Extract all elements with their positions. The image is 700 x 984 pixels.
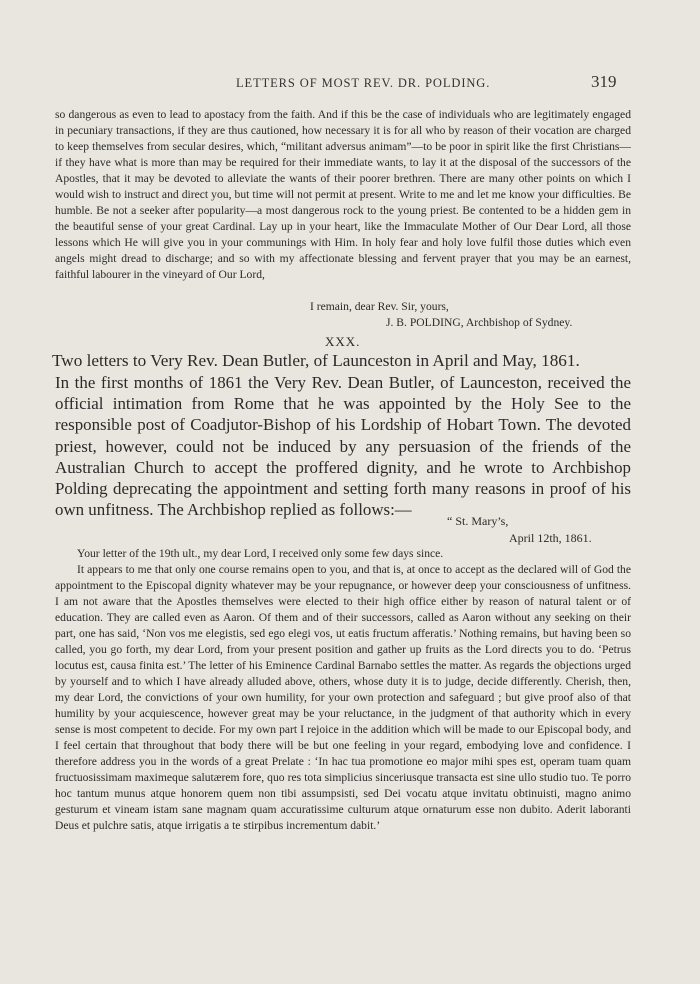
letter-paragraph: It appears to me that only one course remains open to you, and that is, at once to accept as the declared will of God the appointment to the Episcopal dignity whatever may be your repugnance, or however deep your consciousness of unfitness. I am not aware that the Apostles themselves were elected to their high office either by reason of natural talent or of education. They are called even as Aaron. Of them and of their successors, called as Aaron without any seeking on their part, one has said, ‘Non vos me elegistis, sed ego elegi vos, ut eatis fructum afferatis.’ Nothing remains, but having been so called, you go forth, my dear Lord, from your present position and gather up fruits as the Lord directs you to do. ‘Petrus locutus est, causa finita est.’ The letter of his Eminence Cardinal Barnabo settles the matter. As regards the objections urged by yourself and to which I have already alluded above, others, whose duty it is to judge, decide differently. Cherish, then, my dear Lord, the convictions of your own humility, for your own protection and safeguard ; but give proof also of that humility by your acquiescence, however great may be your reluctance, in the judgment of that authority which in every sense is most competent to decide. For my own part I rejoice in the addition which will be made to our Episcopal body, and I feel certain that throughout that body there will be but one feeling in your regard, embodying love and confidence. I therefore address you in the words of a great Prelate : ‘In hac tua promotione eo major mihi spes est, operam tuam quam fructuosissimam maximeque salutærem fore, quo res tota simplicius sinceriusque transacta est sine ullo studio tuo. Te porro hoc tantum munus atque honorem quem non tibi assumpsisti, sed Dei vocatu atque invitatu obtinuisti, magno animo gesturum et vineam istam sane magnam quam accuratissime culturum atque ornaturum esse non dubito. Aderit laboranti Deus et pulchre satis, atque irrigatis a te stirpibus incrementum dabit.’ <box>55 563 631 833</box>
letter-address: “ St. Mary’s, <box>447 514 509 528</box>
section-intro: In the first months of 1861 the Very Rev. Dean Butler, of Launceston, received the official intimation from Rome that he was appointed by the Holy See to the responsible post of Coadjutor-Bishop of his Lordship of Hobart Town. The devoted priest, however, could not be induced by any persuasion of the friends of the Australian Church to accept the proffered dignity, and he wrote to Archbishop Polding deprecating the appointment and setting forth many reasons in proof of his own unfitness. The Archbishop replied as follows:— <box>55 373 631 520</box>
section-number: XXX. <box>325 334 361 349</box>
running-title: LETTERS OF MOST REV. DR. POLDING. <box>236 76 491 90</box>
running-head <box>0 72 700 94</box>
letter-date: April 12th, 1861. <box>509 531 592 545</box>
section-heading: Two letters to Very Rev. Dean Butler, of Launceston in April and May, 1861. <box>52 351 580 370</box>
letter-closing: I remain, dear Rev. Sir, yours, <box>310 300 449 313</box>
letter-body <box>55 546 631 834</box>
letter-signature: J. B. POLDING, Archbishop of Sydney. <box>386 316 573 329</box>
continuation-paragraph: so dangerous as even to lead to apostacy from the faith. And if this be the case of individuals who are legitimately engaged in pecuniary transactions, if they are thus cautioned, how necessary it is for all who by reason of their vocation are charged to keep themselves from secular desires, which, “militant adversus animam”—to be poor in spirit like the first Christians—if they have what is more than may be required for their immediate wants, to lay it at the disposal of the successors of the Apostles, that it may be devoted to alleviate the wants of their poorer brethren. There are many other points on which I would wish to instruct and direct you, but time will not permit at present. Write to me and let me know your difficulties. Be humble. Be not a seeker after popularity—a most dangerous rock to the young priest. Be contented to be a hidden gem in the beautiful sense of your great Cardinal. Lay up in your heart, like the Immaculate Mother of Our Dear Lord, all those lessons which He will give you in your communings with Him. In holy fear and holy love fulfil those duties which even angels might dread to discharge; and so with my affectionate blessing and fervent prayer that you may be an earnest, faithful labourer in the vineyard of Our Lord, <box>55 108 631 281</box>
letter-paragraph: Your letter of the 19th ult., my dear Lord, I received only some few days since. <box>77 547 444 560</box>
page-number: 319 <box>591 72 617 91</box>
